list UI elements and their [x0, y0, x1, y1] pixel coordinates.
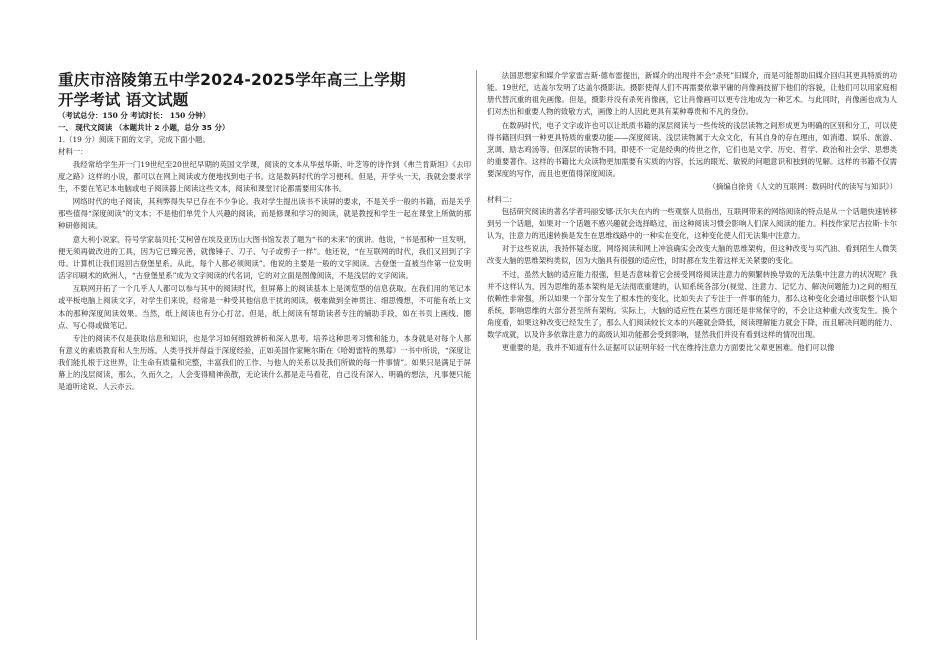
exam-title-line2: 开学考试 语文试题 [58, 91, 189, 109]
paragraph: 对于这些说法，我持怀疑态度。网络阅读和网上冲浪确实会改变大脑的思维架构，但这种改变与买汽油、看到陌生人微笑改变大脑的思维架构类似，因为大脑具有很强的适应性，时时都在发生着这样无关紧要的变化。 [487, 244, 897, 266]
paragraph: 法国思想家和媒介学家雷吉斯·德布雷提出，新媒介的出现并不会“杀死”旧媒介，而是可能帮助旧媒介回归其更具特质的功能。19世纪，达盖尔发明了达盖尔摄影法。摄影使得人们不再需要依靠平庸的肖像画技留下他们的容貌，让他们可以用家庭相册代替沉重的祖先画像。但是，摄影并没有杀死肖像画，它让肖像画可以更专注地成为一种艺术。与此同时，肖像画也成为人们对杰出和重要人物的致敬方式，画像上的人因此更具有某种尊贵和不凡的身份。 [487, 71, 897, 117]
exam-meta: （考试总分：150 分 考试时长： 150 分钟） [58, 111, 211, 120]
left-column [58, 70, 471, 394]
paragraph: 更重要的是，我并不知道有什么证据可以证明年轻一代在维持注意力方面要比父辈更困难。他们可以像 [501, 343, 835, 353]
paragraph: 在数码时代，电子文字或许也可以让纸质书籍的深层阅读与一些传统的浅层读物之间形成更为明确的区别和分工，可以使得书籍回归到一种更具特质的重要功能——深度阅读。浅层读物属于大众文化，有其自身的存在理由，如消遣、娱乐、旅游、烹调、励志鸡汤等。但深层的读物不同，即使不一定是经典的传世之作，它们也是文学、历史、哲学、政治和社会学、思想类的重要著作。这样的书籍比大众读物更加需要有实质的内容，长远的眼光、敏锐的问题意识和独到的见解。这样的书籍不仅需要深度的写作，而且也更值得深度阅读。 [487, 120, 897, 179]
paragraph: 网络时代的电子阅读，其利弊得失早已存在不少争论。我对学生提出读书不读屏的要求，不是关乎一般的书籍，而是关乎那些值得“深度阅读”的文本；不是他们单凭个人兴趣的阅读，而是修课和学习的阅读，就是教授和学生一起在课堂上所做的那种研修阅读。 [58, 197, 471, 231]
paragraph: 我经常给学生开一门19世纪至20世纪早期的英国文学课，阅读的文本从华兹华斯、叶芝等的诗作到《弗兰肯斯坦》《去印度之路》这样的小说，都可以在网上阅读或方便地找到电子书。这是数码时代的学习便利。但是，开学头一天，我就会要求学生，不要在笔记本电脑或电子阅读器上阅读这些文本，阅读和课堂讨论都需要用实体书。 [58, 159, 471, 193]
material2-label: 材料二： [487, 194, 517, 204]
paragraph: 意大利小说家、符号学家翁贝托·艾柯曾在埃及亚历山大图书馆发表了题为“书的未来”的演讲。他说，“书是那种一旦发明，便无须再做改进的工具，因为它已臻完善，就像锤子、刀子、勺子或剪子一样”。他还说，“在互联网的时代，我们又回到了字母。计算机让我们返回古登堡星系。从此，每个人都必须阅读”。他说的主要是一般的文字阅读。古登堡一直被当作第一位发明活字印刷术的欧洲人，“古登堡星系”成为文字阅读的代名词，它的对立面是图像阅读，不是浅层的文字阅读。 [58, 234, 471, 281]
paragraph: 互联网开拓了一个几乎人人都可以参与其中的阅读时代，但屏幕上的阅读基本上是浏览型的信息获取。在我们用的笔记本或平板电脑上阅读文字，对学生们来说，经常是一种受其他信息干扰的阅读，极难做到全神贯注、细思慢想，不可能有纸上文本的那种深度阅读效果。当然，纸上阅读也有分心打岔。但是，纸上阅读有帮助读者专注的辅助手段，如在书页上画线、圈点、写心得或做笔记。 [58, 284, 471, 330]
question-prompt: 1.（19 分）阅读下面的文字，完成下面小题。 [58, 135, 210, 145]
paragraph: 不过，虽然大脑的适应能力很强，但是否意味着它会接受网络阅读注意力的频繁转换导致的无法集中注意力的状况呢？我并不这样认为，因为思维的基本架构是无法彻底重建的，认知系统各部分(视觉、注意力、记忆力、解决问题能力)之间的相互依赖性非常强，所以如果一个部分发生了根本性的变化，比如失去了专注于一件事的能力，那么这种变化会通过串联整个认知系统，影响思维的大部分甚至所有架构。实际上，大脑的适应性在某些方面还是非常保守的，不会让这种重大改变发生。换个角度看，如果这种改变已经发生了，那么人们阅读较长文本的兴趣就会降低，阅读理解能力就会下降，而且解决问题的能力、数学成就，以及许多依靠注意力的高级认知功能都会受到影响，显然我们并没有看到这样的情况出现。 [487, 269, 897, 340]
material1-label: 材料一： [58, 147, 88, 157]
right-column [487, 70, 897, 355]
column-divider [476, 70, 477, 640]
paragraph: 包括研究阅读的著名学者玛丽安娜·沃尔夫在内的一些观察人员指出，互联网带来的网络阅读的特点是从一个话题快速转移到另一个话题，如果对一个话题不感兴趣就会选择略过，而这种阅读习惯会影响人们深入阅读的能力。科技作家尼古拉斯·卡尔认为，注意力的迅速转换是发生在思维线路中的一种实在变化，这种变化使人们无法集中注意力。 [487, 206, 897, 241]
source-citation: （摘编自徐贲《人文的互联网：数码时代的读写与知识》） [708, 182, 897, 192]
paragraph: 专注的阅读不仅是获取信息和知识，也是学习如何细致辨析和深入思考。培养这种思考习惯和能力，本身就是对每个人都有意义的素质教育和人生历练。人类寻找并得益于深度经验，正如美国作家鲍尔斯在《哈姆雷特的黑莓》一书中所说，“深度让我们能扎根于这世界，让生命有质量和完整，丰富我们的工作、与他人的关系以及我们所做的每一件事情”。如果只是满足于屏幕上的浅层阅读，那么，久而久之，人会变得精神涣散，无论读什么都是走马看花，自己没有深入、明确的想法，凡事便只能是道听途说、人云亦云。 [58, 333, 471, 392]
section-heading: 一、 现代文阅读 （本题共计 2 小题，总分 35 分） [58, 123, 230, 133]
exam-title-line1: 重庆市涪陵第五中学2024-2025学年高三上学期 [58, 71, 406, 89]
